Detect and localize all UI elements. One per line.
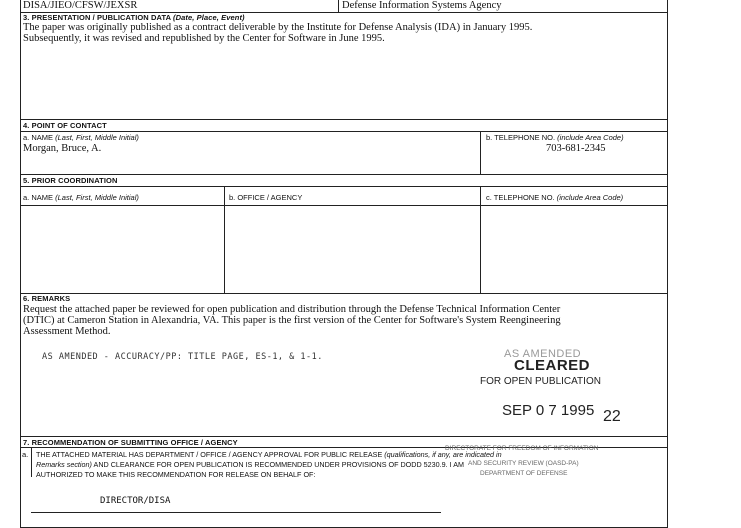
stamp-as-amended: AS AMENDED <box>504 348 582 360</box>
remarks-line-1: Request the attached paper be reviewed for open publication and distribution through the Defense Technical Information Center <box>23 304 561 315</box>
rule-section-6 <box>20 293 668 294</box>
section-7-header: 7. RECOMMENDATION OF SUBMITTING OFFICE / AGENCY <box>23 438 238 447</box>
coord-phone-label: c. TELEPHONE NO. (include Area Code) <box>486 193 624 202</box>
remarks-line-2: (DTIC) at Cameron Station in Alexandria, VA. This paper is the first version of the Center for Software's System Reengineering <box>23 315 561 326</box>
rule-section-5-sub <box>20 186 668 187</box>
stamp-for-open-publication: FOR OPEN PUBLICATION <box>480 376 601 387</box>
recommendation-line-1: THE ATTACHED MATERIAL HAS DEPARTMENT / OFFICE / AGENCY APPROVAL FOR PUBLIC RELEASE (qualifications, if any, are indicated in <box>36 450 502 459</box>
stamp-faint-line-1: DIRECTORATE FOR FREEDOM OF INFORMATION <box>445 445 599 452</box>
section-5-header: 5. PRIOR COORDINATION <box>23 176 118 185</box>
section-7-a-label: a. <box>22 450 29 459</box>
section-7-a-divider <box>31 447 32 477</box>
poc-name-label: a. NAME (Last, First, Middle Initial) <box>23 133 139 142</box>
rule-section-5-labels <box>20 205 668 206</box>
publication-review-form <box>20 0 668 516</box>
section-6-header: 6. REMARKS <box>23 294 71 303</box>
poc-name-value: Morgan, Bruce, A. <box>23 143 102 154</box>
rule-section-4-sub <box>20 131 668 132</box>
rule-section-5 <box>20 174 668 175</box>
section-3-line-1: The paper was originally published as a contract deliverable by the Institute for Defense Analysis (IDA) in January 1995. <box>23 22 533 33</box>
rule-section-7 <box>20 436 668 437</box>
poc-phone-label: b. TELEPHONE NO. (include Area Code) <box>486 133 624 142</box>
stamp-faint-line-2: AND SECURITY REVIEW (OASD-PA) <box>468 460 579 467</box>
poc-phone-value: 703-681-2345 <box>546 143 606 154</box>
office-symbol-value: DISA/JIEO/CFSW/JEXSR <box>23 0 138 11</box>
section-4-header: 4. POINT OF CONTACT <box>23 121 107 130</box>
section-3-header: 3. PRESENTATION / PUBLICATION DATA (Date, Place, Event) <box>23 13 245 22</box>
top-divider <box>338 0 339 12</box>
stamp-date: SEP 0 7 1995 <box>502 402 595 419</box>
agency-name-value: Defense Information Systems Agency <box>342 0 502 11</box>
handwritten-amendment: AS AMENDED - ACCURACY/PP: TITLE PAGE, ES-1, & 1-1. <box>42 352 323 362</box>
director-value: DIRECTOR/DISA <box>100 496 171 506</box>
section-3-line-2: Subsequently, it was revised and republished by the Center for Software in June 1995. <box>23 33 385 44</box>
stamp-number: 22 <box>603 408 621 425</box>
remarks-line-3: Assessment Method. <box>23 326 111 337</box>
coord-office-label: b. OFFICE / AGENCY <box>229 193 303 202</box>
stamp-cleared: CLEARED <box>514 357 591 374</box>
recommendation-line-3: AUTHORIZED TO MAKE THIS RECOMMENDATION FOR RELEASE ON BEHALF OF: <box>36 470 316 479</box>
coord-name-label: a. NAME (Last, First, Middle Initial) <box>23 193 139 202</box>
rule-section-4 <box>20 119 668 120</box>
recommendation-line-2: Remarks section) AND CLEARANCE FOR OPEN PUBLICATION IS RECOMMENDED UNDER PROVISIONS OF DODD 5230.9. I AM <box>36 460 465 469</box>
section-5-divider-2 <box>480 186 481 293</box>
section-5-divider-1 <box>224 186 225 293</box>
stamp-faint-line-3: DEPARTMENT OF DEFENSE <box>480 470 568 477</box>
section-4-divider <box>480 131 481 174</box>
director-underline <box>31 512 441 513</box>
